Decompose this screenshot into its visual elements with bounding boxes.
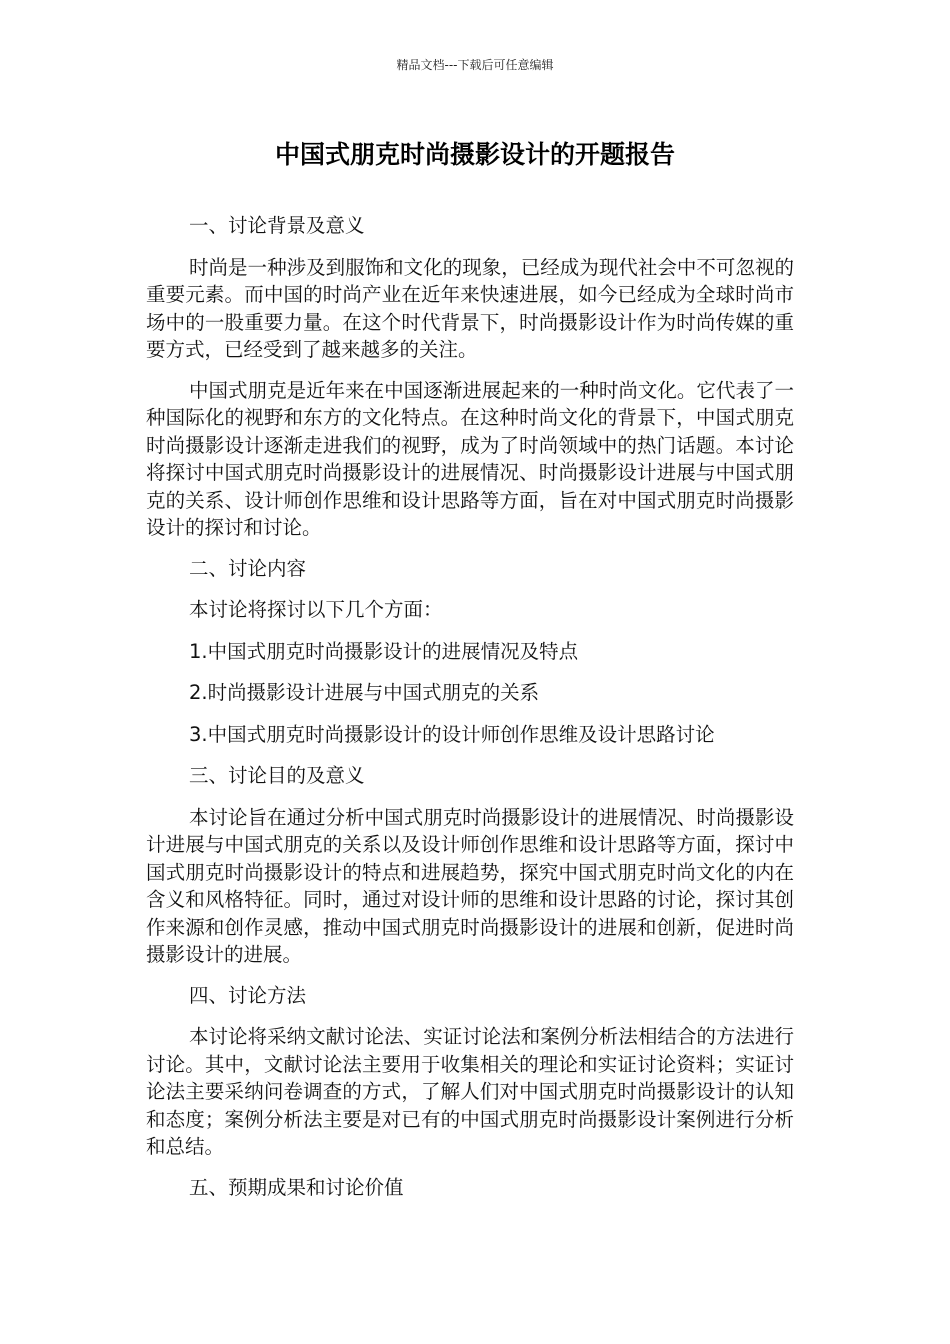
list-item-2: 2.时尚摄影设计进展与中国式朋克的关系 <box>189 681 540 704</box>
section-heading-method: 四、讨论方法 <box>189 983 307 1007</box>
paragraph-purpose: 本讨论旨在通过分析中国式朋克时尚摄影设计的进展情况、时尚摄影设计进展与中国式朋克的关系以及设计师创作思维和设计思路等方面，探讨中国式朋克时尚摄影设计的特点和进展趋势，探究中国式朋克时尚文化的内在含义和风格特征。同时，通过对设计师的思维和设计思路的讨论，探讨其创作来源和创作灵感，推动中国式朋克时尚摄影设计的进展和创新，促进时尚摄影设计的进展。 <box>146 805 794 966</box>
section-heading-background: 一、讨论背景及意义 <box>189 214 365 237</box>
paragraph-method: 本讨论将采纳文献讨论法、实证讨论法和案例分析法相结合的方法进行讨论。其中，文献讨论法主要用于收集相关的理论和实证讨论资料；实证讨论法主要采纳问卷调查的方式，了解人们对中国式朋克时尚摄影设计的认知和态度；案例分析法主要是对已有的中国式朋克时尚摄影设计案例进行分析和总结。 <box>146 1025 794 1158</box>
document-body <box>146 212 794 1215</box>
section-heading-expected-results: 五、预期成果和讨论价值 <box>189 1175 404 1199</box>
paragraph-background-1: 时尚是一种涉及到服饰和文化的现象，已经成为现代社会中不可忽视的重要元素。而中国的时尚产业在近年来快速进展，如今已经成为全球时尚市场中的一股重要力量。在这个时代背景下，时尚摄影设计作为时尚传媒的重要方式，已经受到了越来越多的关注。 <box>146 255 794 361</box>
list-item-1: 1.中国式朋克时尚摄影设计的进展情况及特点 <box>189 639 579 663</box>
document-title: 中国式朋克时尚摄影设计的开题报告 <box>274 140 675 169</box>
section-heading-content: 二、讨论内容 <box>189 556 307 580</box>
paragraph-content-intro: 本讨论将探讨以下几个方面： <box>189 598 443 621</box>
paragraph-background-2: 中国式朋克是近年来在中国逐渐进展起来的一种时尚文化。它代表了一种国际化的视野和东方的文化特点。在这种时尚文化的背景下，中国式朋克时尚摄影设计逐渐走进我们的视野，成为了时尚领域中的热门话题。本讨论将探讨中国式朋克时尚摄影设计的进展情况、时尚摄影设计进展与中国式朋克的关系、设计师创作思维和设计思路等方面，旨在对中国式朋克时尚摄影设计的探讨和讨论。 <box>146 378 794 539</box>
list-item-3: 3.中国式朋克时尚摄影设计的设计师创作思维及设计思路讨论 <box>189 722 715 746</box>
section-heading-purpose: 三、讨论目的及意义 <box>189 764 365 787</box>
page-header-caption: 精品文档---下载后可任意编辑 <box>396 58 554 72</box>
